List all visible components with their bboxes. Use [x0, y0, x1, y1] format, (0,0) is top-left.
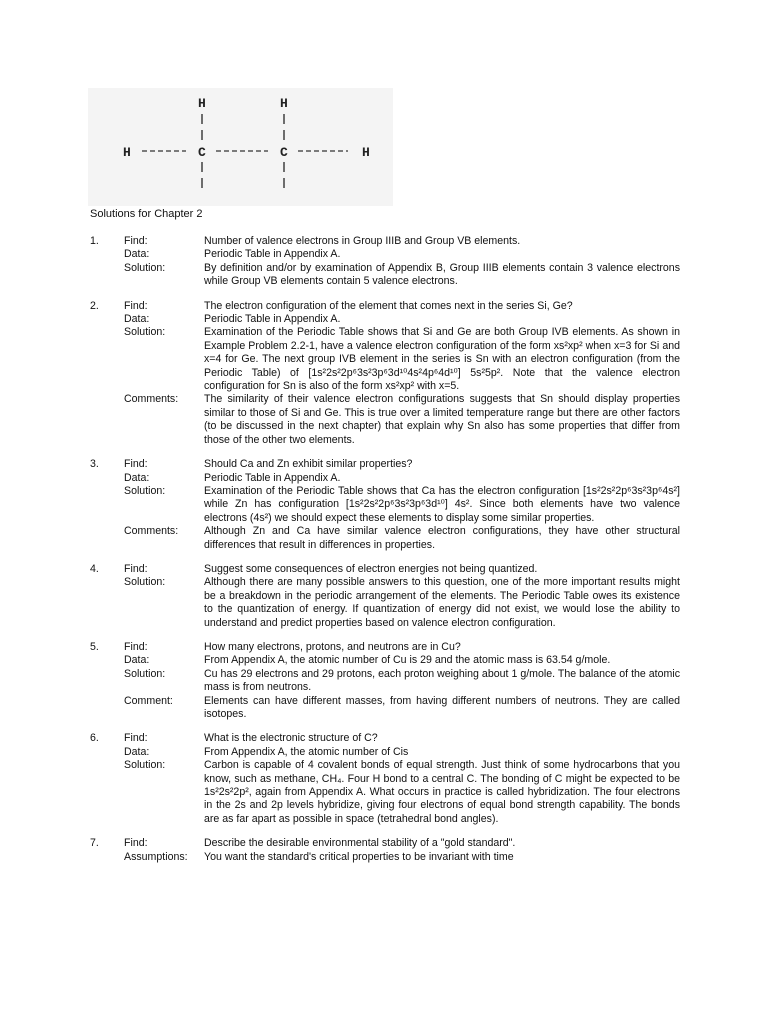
- atom-h-top-right: H: [280, 96, 288, 111]
- problem-row: [90, 525, 680, 552]
- row-text: How many electrons, protons, and neutrons are in Cu?: [204, 640, 461, 653]
- molecule-drawing: [88, 88, 393, 206]
- row-text: The similarity of their valence electron configurations suggests that Sn should display properties similar to those of Si and Ge. This is true over a limited temperature range but there are other factors (to be discussed in the next chapter) that explain why Sn also has some properties that differ from those of the other two elements.: [204, 393, 680, 446]
- problem-number: 1.: [90, 235, 99, 247]
- row-text: Elements can have different masses, from having different numbers of neutrons. They are called isotopes.: [204, 694, 680, 720]
- row-label: Solution:: [124, 576, 166, 589]
- atom-h-top-left: H: [198, 96, 206, 111]
- row-text: From Appendix A, the atomic number of Cis: [204, 745, 409, 758]
- row-text: Cu has 29 electrons and 29 protons, each proton weighing about 1 g/mole. The balance of the atomic mass is from neutrons.: [204, 667, 680, 694]
- row-text: Examination of the Periodic Table shows that Ca has the electron configuration [1s²2s²2p⁶3s²3p⁶4s²] while Zn has configuration [1s²2s²2p⁶3s²3p⁶3d¹⁰] 4s². Since both elements have two valence electrons (4s²) we should expect these elements to display some similar properties.: [204, 484, 680, 524]
- row-label: Find:: [124, 235, 148, 247]
- row-label: Data:: [124, 745, 150, 758]
- problem-number: [90, 313, 124, 326]
- problem-row: [90, 485, 680, 525]
- row-text: Periodic Table in Appendix A.: [204, 248, 341, 261]
- problem-number: 2.: [90, 299, 99, 312]
- problem-row: [90, 393, 680, 447]
- row-label: Data:: [124, 654, 150, 667]
- row-text: Although there are many possible answers to this question, one of the more important results might be a breakdown in the periodic arrangement of the elements. The Periodic Table owes its existence to the quantization of energy. If quantization of energy did not exist, we would lose the ability to understand and predict properties based on valence electron configuration.: [204, 576, 680, 629]
- row-text: Although Zn and Ca have similar valence electron configurations, they have other structural differences that result in differences in properties.: [204, 525, 680, 551]
- row-text: By definition and/or by examination of Appendix B, Group IIIB elements contain 3 valence electrons while Group VB elements contain 5 valence electrons.: [204, 261, 680, 288]
- row-label: Find:: [124, 299, 148, 312]
- problem-row: [90, 472, 680, 485]
- problem-number: [90, 851, 124, 864]
- problem-number: [90, 326, 124, 393]
- row-label: Solution:: [124, 326, 166, 339]
- problem-number: [90, 654, 124, 667]
- row-text: Should Ca and Zn exhibit similar properties?: [204, 458, 413, 471]
- problem-row: [90, 695, 680, 722]
- problem-row: [90, 313, 680, 326]
- problem-row: [90, 458, 680, 471]
- row-label: Comments:: [124, 393, 179, 406]
- row-label: Find:: [124, 458, 148, 471]
- problem-number: [90, 485, 124, 525]
- problem-4: [90, 563, 680, 630]
- problem-number: [90, 472, 124, 485]
- row-label: Solution:: [124, 484, 166, 497]
- row-label: Data:: [124, 313, 150, 326]
- problem-number: 4.: [90, 562, 99, 575]
- problem-list: [90, 235, 680, 875]
- row-label: Find:: [124, 837, 148, 850]
- problem-row: [90, 654, 680, 667]
- row-label: Solution:: [124, 759, 166, 772]
- row-label: Solution:: [124, 261, 166, 274]
- problem-number: 3.: [90, 458, 99, 471]
- problem-row: [90, 576, 680, 630]
- problem-number: [90, 759, 124, 826]
- problem-row: [90, 837, 680, 850]
- problem-row: [90, 746, 680, 759]
- row-text: Suggest some consequences of electron energies not being quantized.: [204, 562, 538, 575]
- row-text: Periodic Table in Appendix A.: [204, 313, 341, 326]
- row-text: Describe the desirable environmental stability of a "gold standard".: [204, 837, 516, 850]
- problem-number: [90, 746, 124, 759]
- chapter-title: Solutions for Chapter 2: [90, 208, 203, 220]
- row-label: Comment:: [124, 694, 173, 707]
- problem-row: [90, 326, 680, 393]
- row-text: Number of valence electrons in Group IIIB and Group VB elements.: [204, 235, 521, 247]
- problem-number: [90, 248, 124, 261]
- row-label: Find:: [124, 640, 148, 653]
- problem-number: [90, 668, 124, 695]
- row-text: Periodic Table in Appendix A.: [204, 471, 341, 484]
- row-label: Comments:: [124, 525, 179, 538]
- row-text: What is the electronic structure of C?: [204, 732, 378, 745]
- problem-number: [90, 262, 124, 289]
- problem-5: [90, 641, 680, 721]
- problem-number: [90, 393, 124, 447]
- problem-3: [90, 458, 680, 552]
- atom-c-left: C: [198, 145, 206, 160]
- problem-number: [90, 576, 124, 630]
- atom-h-left: H: [123, 145, 131, 160]
- problem-number: 7.: [90, 837, 99, 850]
- row-label: Assumptions:: [124, 850, 188, 863]
- problem-6: [90, 732, 680, 826]
- problem-row: [90, 641, 680, 654]
- atom-h-right: H: [362, 145, 370, 160]
- row-label: Find:: [124, 732, 148, 745]
- problem-number: 5.: [90, 640, 99, 653]
- row-text: Carbon is capable of 4 covalent bonds of equal strength. Just think of some hydrocarbons that you know, such as methane, CH₄. Four H bond to a central C. The bonding of C might be expected to be 1s²2s²2p², again from Appendix A. What occurs in practice is called hybridization. The four electrons in the 2s and 2p levels hybridize, giving four electrons of equal bond strength capability. The bonds are as far apart as possible in space (tetrahedral bond angles).: [204, 759, 680, 825]
- row-label: Data:: [124, 471, 150, 484]
- problem-2: [90, 300, 680, 447]
- row-text: The electron configuration of the element that comes next in the series Si, Ge?: [204, 299, 573, 312]
- problem-row: [90, 262, 680, 289]
- problem-row: [90, 248, 680, 261]
- problem-1: [90, 235, 680, 289]
- problem-number: [90, 525, 124, 552]
- problem-row: [90, 300, 680, 313]
- row-text: Examination of the Periodic Table shows that Si and Ge are both Group IVB elements. As shown in Example Problem 2.2-1, have a valence electron configuration of the form xs²xp² when x=3 for Si and x=4 for Ge. The next group IVB element in the series is Sn with an electron configuration (from the Periodic Table) of [1s²2s²2p⁶3s²3p⁶3d¹⁰4s²4p⁶4d¹⁰] 5s²5p². Note that the valence electron configuration for Sn is also of the form xs²xp² with x=5.: [204, 326, 680, 393]
- problem-row: [90, 563, 680, 576]
- row-label: Find:: [124, 562, 148, 575]
- problem-row: [90, 235, 680, 248]
- structural-formula-diagram: [88, 88, 393, 206]
- problem-row: [90, 668, 680, 695]
- row-text: You want the standard's critical properties to be invariant with time: [204, 850, 514, 863]
- atom-c-right: C: [280, 145, 288, 160]
- problem-row: [90, 732, 680, 745]
- row-label: Solution:: [124, 667, 166, 680]
- problem-number: [90, 695, 124, 722]
- row-text: From Appendix A, the atomic number of Cu is 29 and the atomic mass is 63.54 g/mole.: [204, 654, 611, 667]
- problem-row: [90, 851, 680, 864]
- row-label: Data:: [124, 248, 150, 261]
- problem-number: 6.: [90, 732, 99, 745]
- problem-7: [90, 837, 680, 864]
- problem-row: [90, 759, 680, 826]
